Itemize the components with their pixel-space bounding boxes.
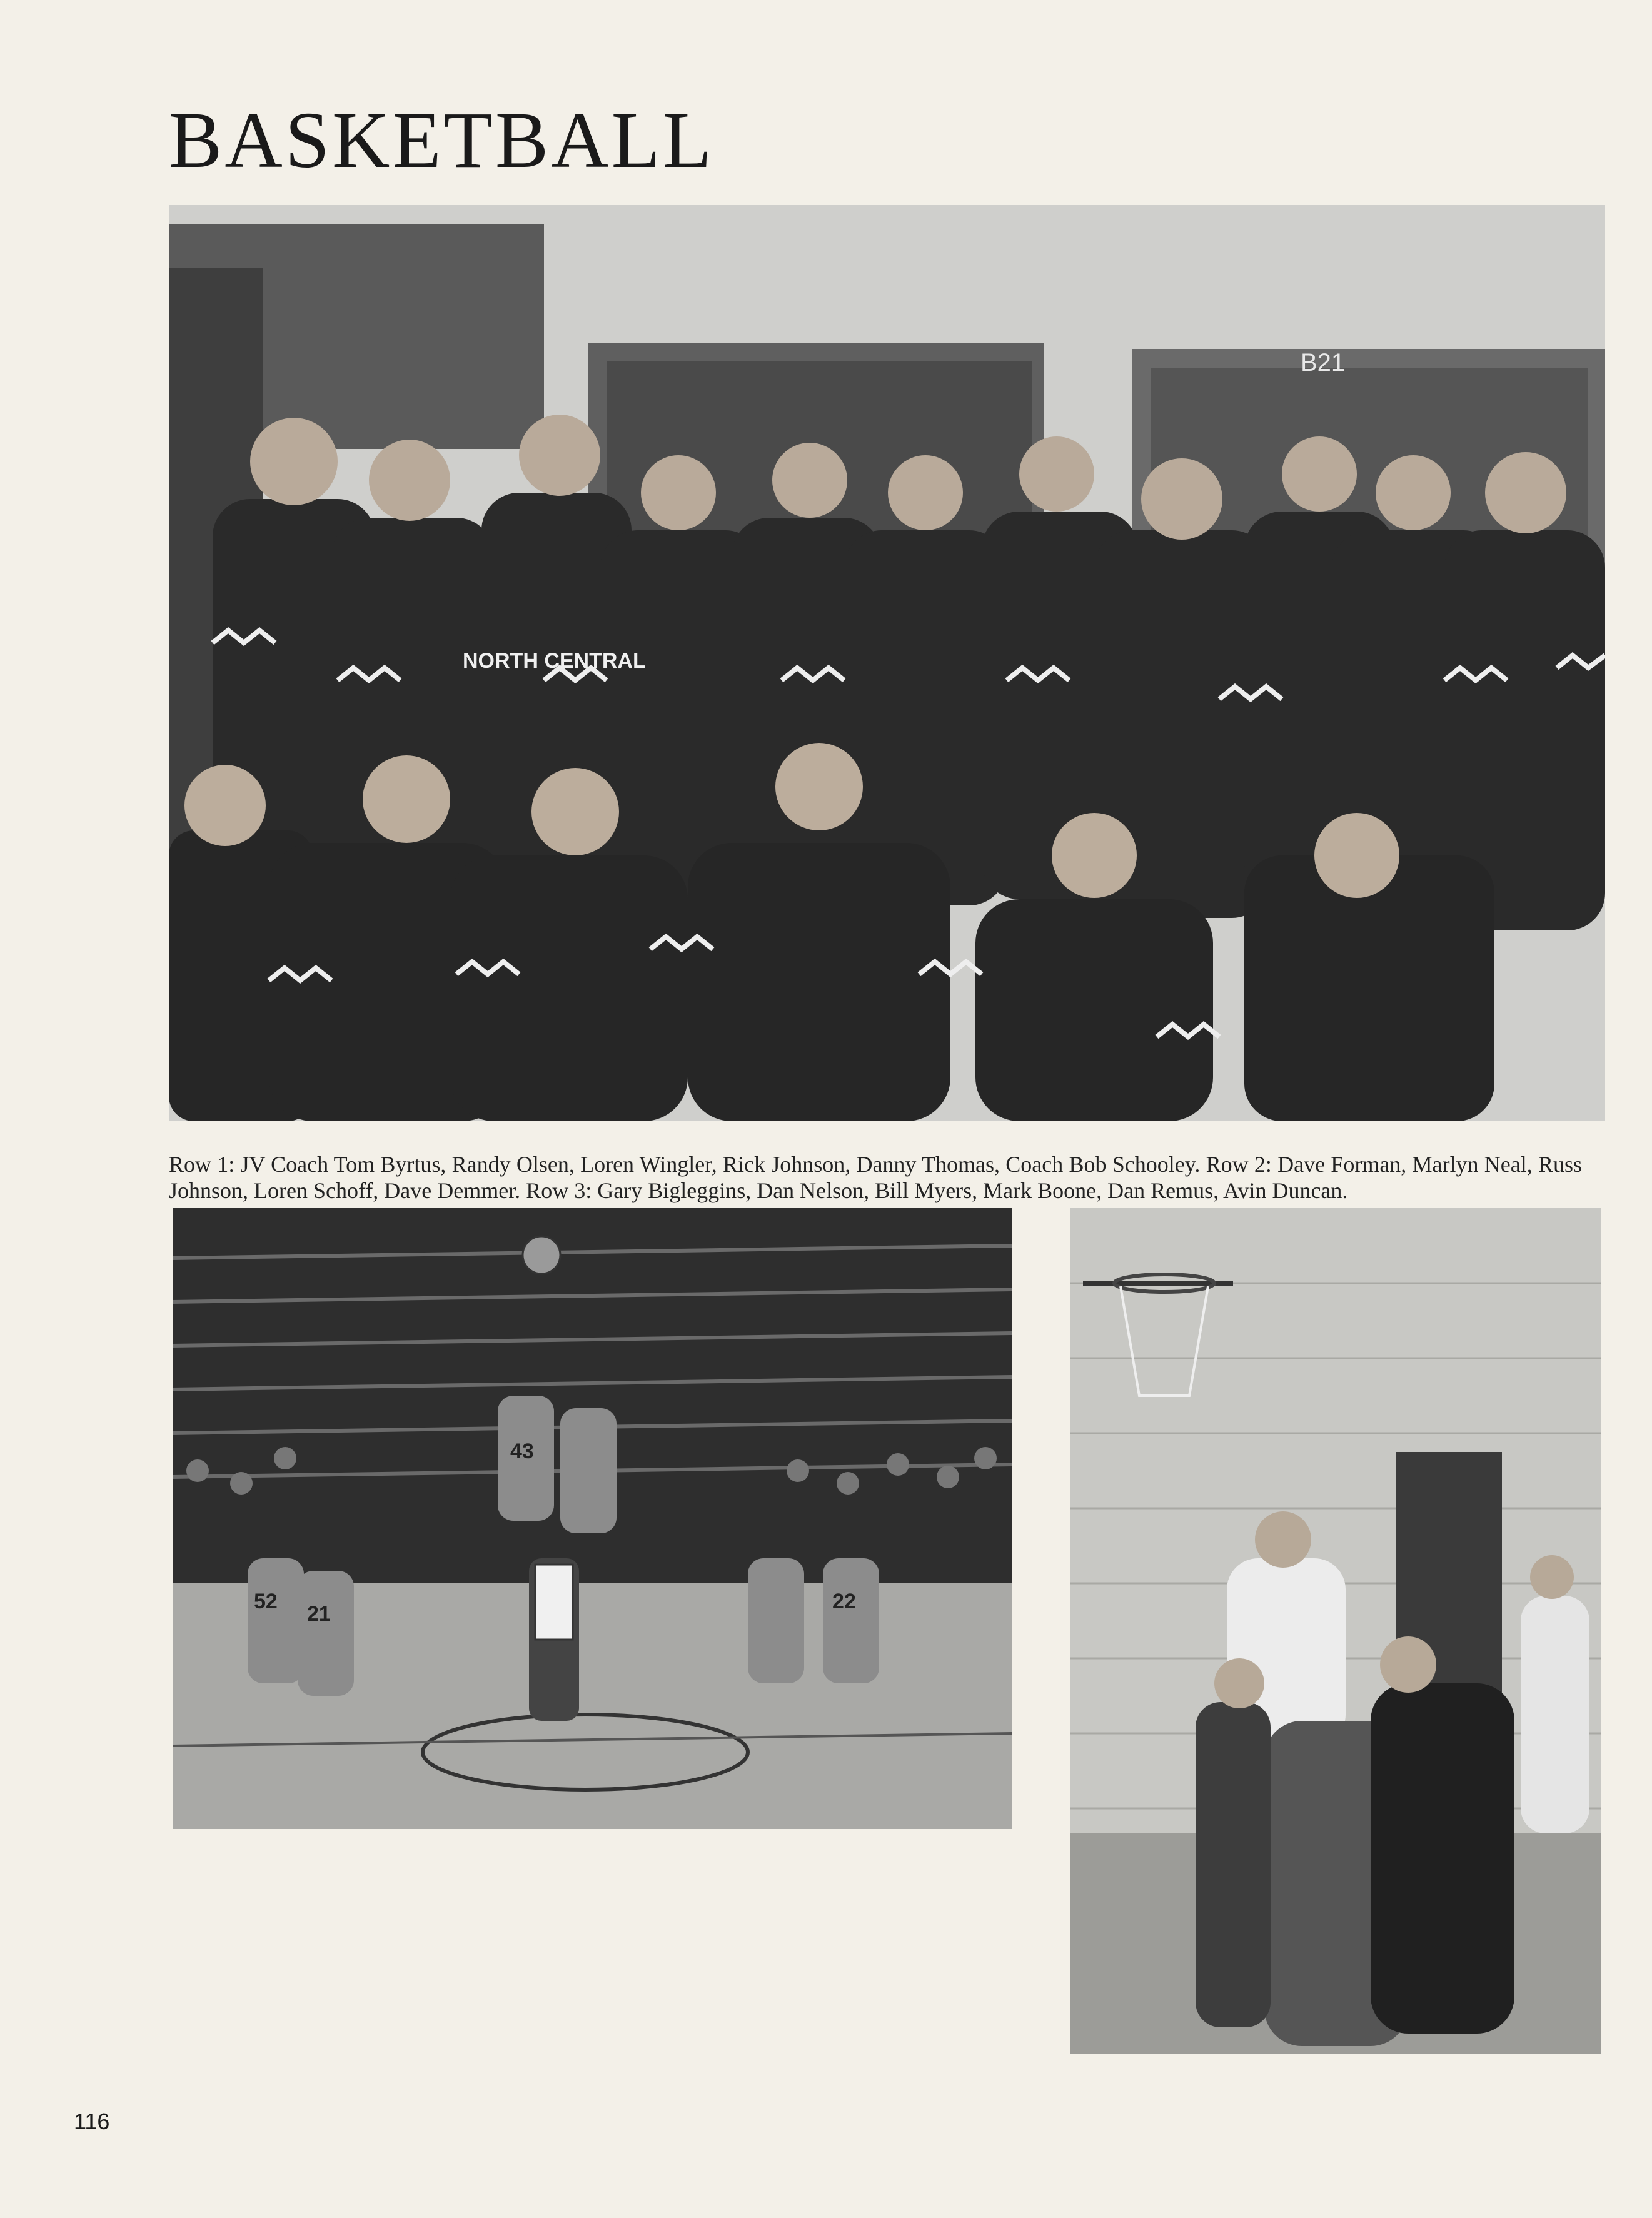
room-sign: B21: [1301, 349, 1346, 376]
jersey-number-52: 52: [254, 1590, 278, 1613]
game-action-photo: [173, 1208, 1012, 1829]
team-photo-caption: Row 1: JV Coach Tom Byrtus, Randy Olsen, Loren Wingler, Rick Johnson, Danny Thomas, Coach Bob Schooley. Row 2: Dave Forman, Marlyn Neal, Russ Johnson, Loren Schoff, Dave Demmer. Row 3: Gary Bigleggins, Dan Nelson, Bill Myers, Mark Boone, Dan Remus, Avin Duncan.: [169, 1152, 1582, 1203]
game-action-illustration: [173, 1208, 1012, 1829]
hoop-photo: [1070, 1208, 1601, 2054]
page-title: BASKETBALL: [169, 96, 714, 184]
jersey-number-43: 43: [510, 1439, 534, 1463]
team-photo-illustration: [169, 205, 1605, 1121]
jersey-text: NORTH CENTRAL: [463, 649, 646, 673]
page-number: 116: [74, 2109, 110, 2134]
jersey-number-21: 21: [307, 1602, 331, 1626]
team-photo: [169, 205, 1605, 1121]
hoop-illustration: [1070, 1208, 1601, 2054]
jersey-number-22: 22: [832, 1590, 856, 1613]
